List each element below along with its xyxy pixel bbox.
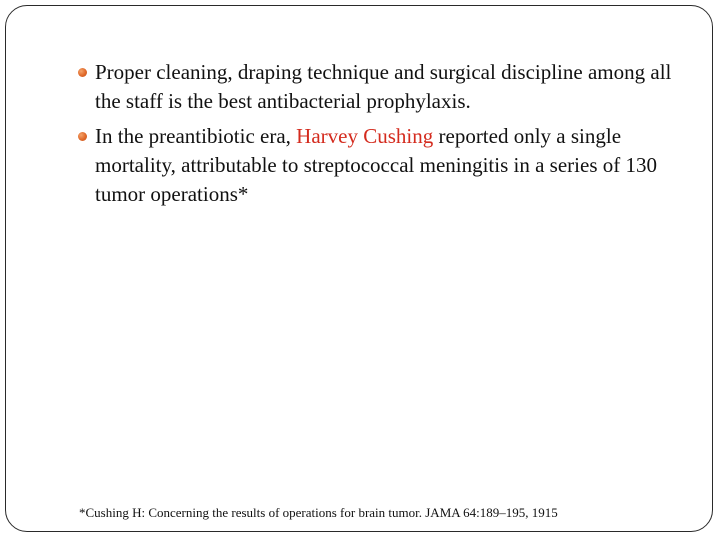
bullet-dot-icon: [78, 68, 87, 77]
footnote-citation: *Cushing H: Concerning the results of operations for brain tumor. JAMA 64:189–195, 1915: [79, 505, 558, 520]
bullet-item-cushing: [78, 122, 678, 209]
bullet-text-after: reported only a single mortality, attributable to streptococcal meningitis in a series of 130 tumor operations*: [95, 124, 657, 206]
highlighted-name: Harvey Cushing: [296, 124, 434, 148]
bullet-text-before: In the preantibiotic era,: [95, 124, 297, 148]
bullet-dot-icon: [78, 132, 87, 141]
bullet-item-staff-discipline: [78, 58, 678, 116]
bullet-list: [78, 58, 678, 215]
bullet-text: Proper cleaning, draping technique and surgical discipline among all the staff is the best antibacterial prophylaxis.: [95, 60, 672, 113]
